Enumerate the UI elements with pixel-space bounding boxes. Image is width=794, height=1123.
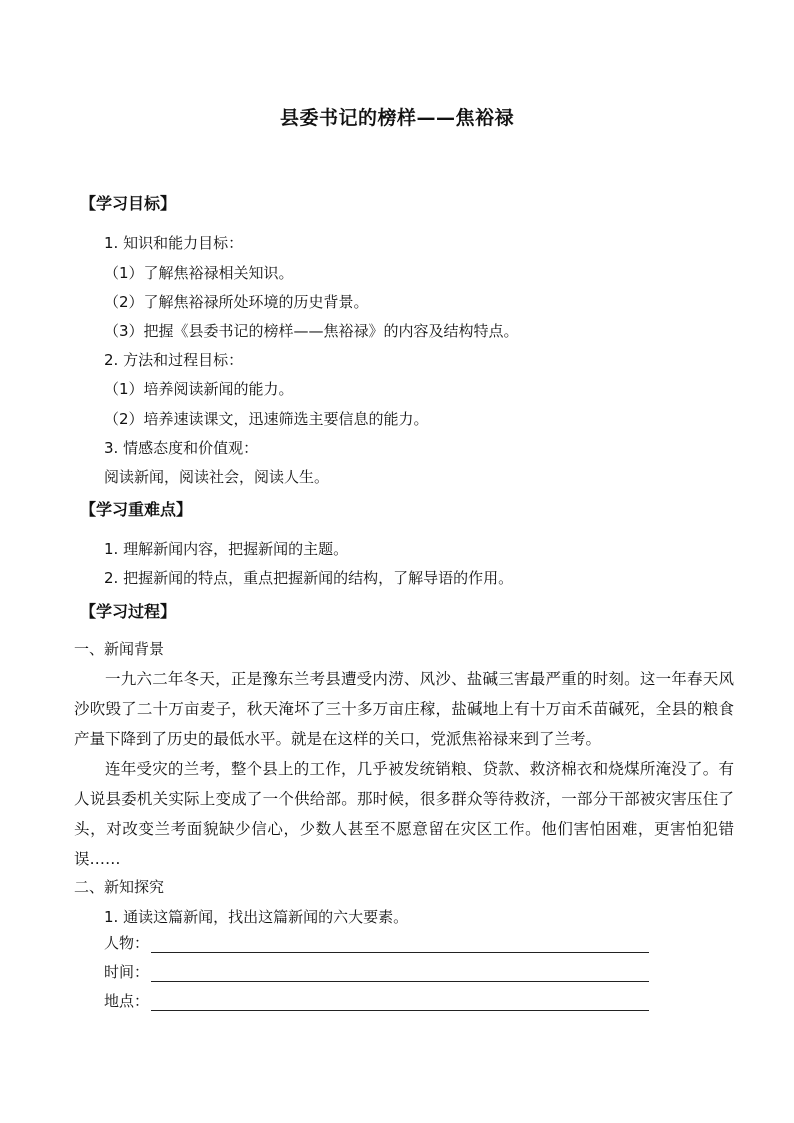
fill-row-time [104, 960, 649, 982]
answer-blank[interactable] [151, 936, 649, 953]
objectives-heading: 【学习目标】 [80, 194, 177, 213]
explore-heading: 二、新知探究 [74, 878, 165, 896]
objective-line: 阅读新闻，阅读社会，阅读人生。 [104, 468, 330, 486]
background-body [74, 664, 734, 874]
fill-row-place [104, 989, 649, 1011]
explore-task: 1. 通读这篇新闻，找出这篇新闻的六大要素。 [104, 908, 409, 926]
background-paragraph: 一九六二年冬天，正是豫东兰考县遭受内涝、风沙、盐碱三害最严重的时刻。这一年春天风沙吹毁了二十万亩麦子，秋天淹坏了三十多万亩庄稼，盐碱地上有十万亩禾苗碱死，全县的粮食产量下降到了历史的最低水平。就是在这样的关口，党派焦裕禄来到了兰考。 [74, 670, 734, 748]
background-paragraph: 连年受灾的兰考，整个县上的工作，几乎被发统销粮、贷款、救济棉衣和烧煤所淹没了。有人说县委机关实际上变成了一个供给部。那时候，很多群众等待救济，一部分干部被灾害压住了头，对改变兰考面貌缺少信心，少数人甚至不愿意留在灾区工作。他们害怕困难，更害怕犯错误…… [74, 760, 734, 868]
objective-line: 3. 情感态度和价值观： [104, 439, 259, 457]
objective-line: （1）培养阅读新闻的能力。 [104, 380, 294, 398]
objective-line: （3）把握《县委书记的榜样——焦裕禄》的内容及结构特点。 [104, 322, 519, 340]
objective-line: （2）了解焦裕禄所处环境的历史背景。 [104, 293, 369, 311]
answer-blank[interactable] [151, 994, 649, 1011]
field-label: 时间： [104, 963, 150, 981]
field-label: 人物： [104, 934, 150, 952]
field-label: 地点： [104, 992, 150, 1010]
process-heading: 【学习过程】 [80, 602, 177, 621]
answer-blank[interactable] [151, 965, 649, 982]
key-point-line: 1. 理解新闻内容，把握新闻的主题。 [104, 540, 349, 558]
objective-line: （1）了解焦裕禄相关知识。 [104, 264, 294, 282]
objective-line: （2）培养速读课文，迅速筛选主要信息的能力。 [104, 410, 429, 428]
key-point-line: 2. 把握新闻的特点，重点把握新闻的结构，了解导语的作用。 [104, 569, 514, 587]
objective-line: 1. 知识和能力目标： [104, 234, 244, 252]
background-heading: 一、新闻背景 [74, 640, 165, 658]
document-title: 县委书记的榜样——焦裕禄 [279, 107, 514, 129]
key-points-heading: 【学习重难点】 [80, 500, 193, 519]
fill-row-person [104, 931, 649, 953]
objective-line: 2. 方法和过程目标： [104, 351, 244, 369]
